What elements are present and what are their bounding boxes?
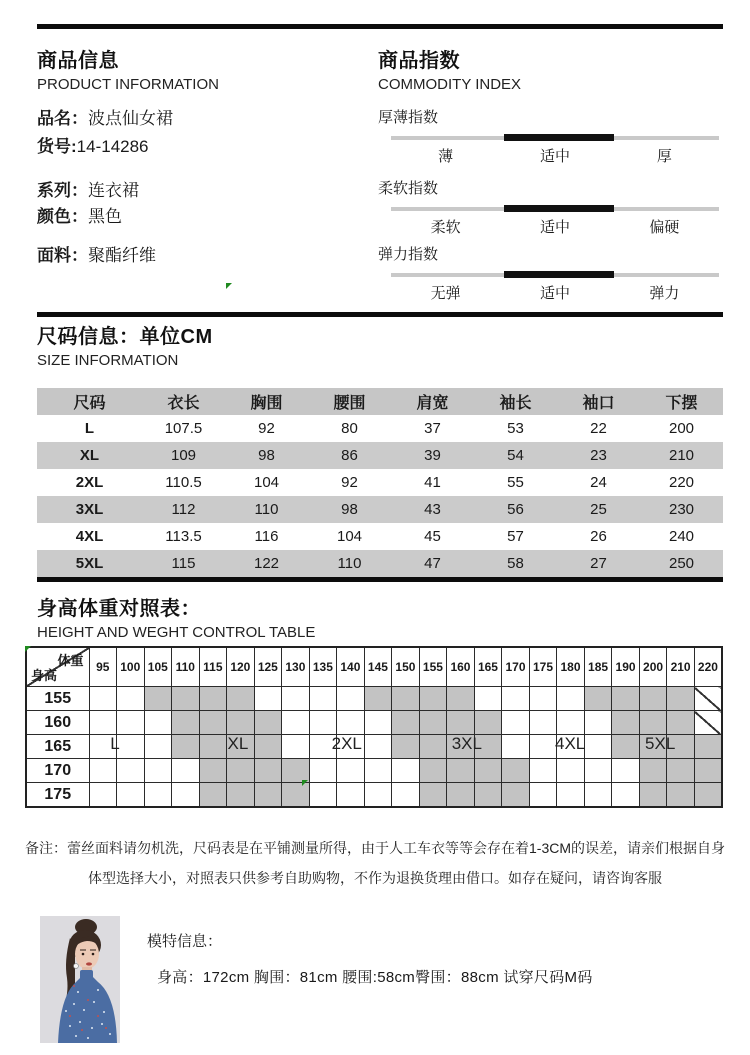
model-measurements: 身高：172cm 胸围：81cm 腰围:58cm臀围：88cm 试穿尺码M码 [157,969,593,986]
hw-cell [529,687,557,711]
height-weight-section [37,592,315,641]
product-fields [37,106,173,268]
size-cell: 220 [668,474,695,491]
hw-cell [282,759,310,783]
hw-row [26,687,722,711]
hw-cell [144,711,172,735]
hw-weight-header: 175 [529,647,557,687]
section-divider-top [37,24,723,29]
hw-cell [89,759,117,783]
hw-cell [199,735,227,759]
size-info-section [37,320,213,369]
hw-cell [144,783,172,808]
size-cell: 55 [507,474,524,491]
hw-cell [227,687,255,711]
hw-size-band-label: L [110,734,120,753]
hw-cell [502,711,530,735]
index-active-segment [504,271,614,278]
index-active-segment [504,134,614,141]
hw-cell [474,783,502,808]
size-col-header: 下摆 [640,388,723,415]
hw-size-band-label: 5XL [645,734,676,753]
field-value: 14-14286 [76,137,149,156]
cursor-artifact-icon [25,646,31,652]
size-cell: 39 [424,447,441,464]
index-levels [391,216,719,237]
index-active-segment [504,205,614,212]
size-cell: 22 [590,420,607,437]
index-block [378,177,724,237]
hw-cell [694,783,722,808]
size-row [37,442,723,469]
product-info-title: 商品信息 [37,50,119,72]
size-cell: L [84,420,95,437]
section-divider-size [37,312,723,317]
size-row [37,415,723,442]
size-cell: 37 [424,420,441,437]
size-cell: 2XL [75,474,104,491]
hw-cell [364,687,392,711]
field-label: 货号: [37,137,77,156]
size-cell: 200 [668,420,695,437]
hw-cell [392,783,420,808]
size-cell: 98 [341,501,358,518]
hw-weight-header: 100 [117,647,145,687]
size-cell: 57 [507,528,524,545]
size-cell: 80 [341,420,358,437]
hw-weight-header: 180 [557,647,585,687]
field-value: 聚酯纤维 [88,246,156,265]
hw-cell [694,687,722,711]
hw-cell [172,735,200,759]
hw-weight-header: 145 [364,647,392,687]
commodity-index-subtitle: COMMODITY INDEX [378,76,522,93]
hw-cell [364,735,392,759]
index-levels [391,145,719,166]
hw-cell [117,735,145,759]
hw-cell [172,711,200,735]
hw-cell [584,735,612,759]
field-label: 品名： [37,109,88,128]
hw-cell [639,759,667,783]
product-field [37,178,173,203]
hw-row [26,783,722,808]
hw-weight-header: 120 [227,647,255,687]
hw-height-header: 155 [26,687,89,711]
hw-cell [474,759,502,783]
field-label: 面料： [37,246,88,265]
hw-weight-header: 130 [282,647,310,687]
product-info-subtitle: PRODUCT INFORMATION [37,76,219,93]
hw-cell [199,687,227,711]
hw-row [26,711,722,735]
size-cell: 115 [171,555,196,572]
hw-cell [557,759,585,783]
hw-cell [172,759,200,783]
hw-cell [392,735,420,759]
cursor-artifact-icon [226,283,232,289]
hw-height-header: 175 [26,783,89,808]
hw-cell [254,711,282,735]
hw-cell [667,711,695,735]
size-cell: 3XL [75,501,104,518]
hw-cell [639,783,667,808]
size-cell: 4XL [75,528,104,545]
product-field [37,204,173,229]
size-cell: 24 [590,474,607,491]
size-cell: 104 [253,474,280,491]
size-col-header: 腰围 [308,388,391,415]
hw-cell [419,783,447,808]
hw-cell [639,687,667,711]
size-cell: 230 [668,501,695,518]
hw-cell [282,687,310,711]
hw-cell [557,783,585,808]
hw-cell [694,711,722,735]
index-level-label: 适中 [539,148,570,165]
hw-weight-header: 140 [337,647,365,687]
hw-cell [254,687,282,711]
size-cell: 113.5 [165,528,202,545]
hw-cell [639,711,667,735]
hw-cell [612,711,640,735]
size-cell: 27 [590,555,607,572]
hw-cell [282,783,310,808]
size-cell: 104 [336,528,363,545]
hw-cell [584,711,612,735]
index-level-label: 适中 [539,219,570,236]
hw-weight-header: 185 [584,647,612,687]
hw-cell [474,687,502,711]
index-block [378,106,724,166]
size-cell: 250 [668,555,695,572]
size-cell: 92 [341,474,358,491]
commodity-index-section [378,44,724,302]
size-cell: 47 [424,555,441,572]
hw-corner-cell [26,647,89,687]
hw-corner-height-label: 身高 [31,668,58,683]
hw-cell [557,687,585,711]
hw-cell [502,783,530,808]
hw-cell [667,759,695,783]
size-cell: 122 [253,555,280,572]
index-bar [391,271,719,279]
hw-row [26,735,722,759]
size-cell: 26 [590,528,607,545]
hw-cell [117,711,145,735]
hw-cell [117,687,145,711]
size-cell: 92 [258,420,275,437]
hw-cell [584,687,612,711]
hw-cell [392,711,420,735]
field-label: 系列： [37,181,88,200]
hw-size-band-label: 4XL [555,734,586,753]
hw-height-header: 160 [26,711,89,735]
index-level-label: 无弹 [430,285,461,302]
hw-cell [392,687,420,711]
product-field [37,134,173,159]
index-bar [391,134,719,142]
hw-weight-header: 150 [392,647,420,687]
size-cell: 56 [507,501,524,518]
size-cell: 86 [341,447,358,464]
section-divider-bottom-of-size-table [37,577,723,582]
size-col-header: 胸围 [225,388,308,415]
size-cell: 110 [337,555,362,572]
hw-row [26,759,722,783]
size-cell: 5XL [75,555,104,572]
size-cell: 58 [507,555,524,572]
hw-cell [502,735,530,759]
size-info-subtitle: SIZE INFORMATION [37,352,179,369]
hw-cell [502,759,530,783]
product-field [37,243,173,268]
hw-cell [419,711,447,735]
hw-weight-header: 200 [639,647,667,687]
remark-line-2: 体型选择大小，对照表只供参考自助购物，不作为退换货理由借口。如存在疑问，请咨询客服 [88,870,662,886]
hw-weight-header: 160 [447,647,475,687]
hw-cell [612,735,640,759]
size-cell: 41 [424,474,441,491]
hw-weight-header: 105 [144,647,172,687]
hw-cell [529,783,557,808]
index-level-label: 厚 [656,148,672,165]
hw-corner-weight-label: 体重 [57,653,84,668]
hw-cell [199,783,227,808]
hw-height-header: 165 [26,735,89,759]
hw-cell [117,783,145,808]
hw-cell [254,735,282,759]
height-weight-grid [25,646,723,808]
hw-cell [172,687,200,711]
hw-cell [117,759,145,783]
hw-cell [227,783,255,808]
index-levels [391,282,719,303]
index-level-label: 薄 [438,148,454,165]
hw-weight-header: 210 [667,647,695,687]
index-name: 厚薄指数 [378,109,439,126]
hw-cell [309,687,337,711]
hw-height-header: 170 [26,759,89,783]
field-value: 波点仙女裙 [88,109,173,128]
size-info-title: 尺码信息：单位CM [37,326,213,348]
hw-cell [254,759,282,783]
hw-cell [282,711,310,735]
cursor-artifact-icon [302,780,308,786]
size-cell: 112 [171,501,196,518]
size-cell: XL [79,447,100,464]
size-row [37,523,723,550]
hw-cell [612,759,640,783]
index-name: 柔软指数 [378,180,439,197]
hw-cell [447,783,475,808]
index-level-label: 柔软 [430,219,461,236]
index-name: 弹力指数 [378,246,439,263]
hw-cell [254,783,282,808]
hw-cell [419,735,447,759]
hw-cell [612,783,640,808]
size-col-header: 尺码 [37,388,142,415]
hw-weight-header: 155 [419,647,447,687]
hw-cell [529,759,557,783]
hw-cell [309,759,337,783]
index-block [378,243,724,303]
index-level-label: 适中 [539,285,570,302]
hw-cell [584,759,612,783]
hw-cell [612,687,640,711]
hw-cell [447,711,475,735]
field-value: 黑色 [88,207,122,226]
size-cell: 109 [170,447,197,464]
field-label: 颜色： [37,207,88,226]
product-field [37,106,173,131]
hw-cell [337,687,365,711]
product-info-section [37,44,367,284]
hw-cell [392,759,420,783]
size-cell: 53 [507,420,524,437]
size-row [37,496,723,523]
size-row [37,469,723,496]
hw-weight-header: 125 [254,647,282,687]
size-cell: 116 [254,528,279,545]
hw-cell [227,711,255,735]
size-cell: 45 [424,528,441,545]
size-col-header: 袖长 [474,388,557,415]
hw-cell [89,783,117,808]
hw-cell [447,687,475,711]
height-weight-title: 身高体重对照表： [37,598,201,620]
hw-cell [172,783,200,808]
size-cell: 23 [590,447,607,464]
hw-weight-header: 165 [474,647,502,687]
remark-note [25,833,725,893]
hw-cell [474,711,502,735]
size-cell: 54 [507,447,524,464]
hw-header-row [26,647,722,687]
hw-size-band-label: XL [227,734,249,753]
hw-cell [89,687,117,711]
size-col-header: 袖口 [557,388,640,415]
size-row [37,550,723,577]
commodity-index-title: 商品指数 [378,50,460,72]
size-cell: 110 [254,501,279,518]
size-cell: 110.5 [165,474,202,491]
hw-cell [144,687,172,711]
hw-weight-header: 220 [694,647,722,687]
hw-cell [557,711,585,735]
size-cell: 240 [668,528,695,545]
hw-cell [364,759,392,783]
size-col-header: 肩宽 [391,388,474,415]
index-bar [391,205,719,213]
field-value: 连衣裙 [88,181,139,200]
hw-cell [419,759,447,783]
hw-cell [667,687,695,711]
height-weight-table [25,646,723,808]
hw-cell [419,687,447,711]
hw-cell [502,687,530,711]
hw-weight-header: 170 [502,647,530,687]
hw-size-band-label: 3XL [451,734,482,753]
size-table [37,388,723,577]
hw-cell [364,711,392,735]
hw-cell [584,783,612,808]
hw-cell [144,759,172,783]
size-cell: 98 [258,447,275,464]
hw-cell [309,711,337,735]
hw-weight-header: 110 [172,647,200,687]
model-photo [40,916,120,1043]
hw-cell [694,735,722,759]
hw-cell [199,711,227,735]
hw-cell [309,783,337,808]
hw-weight-header: 135 [309,647,337,687]
size-cell: 43 [424,501,441,518]
hw-weight-header: 115 [199,647,227,687]
hw-cell [337,783,365,808]
size-cell: 210 [668,447,695,464]
hw-cell [282,735,310,759]
hw-cell [529,711,557,735]
hw-cell [364,783,392,808]
hw-weight-header: 95 [89,647,117,687]
hw-size-band-label: 2XL [331,734,362,753]
size-cell: 25 [590,501,607,518]
remark-line-1: 备注：蕾丝面料请勿机洗，尺码表是在平铺测量所得，由于人工车衣等等会存在着1-3CM的误差，请亲们根据自身 [25,840,726,856]
height-weight-subtitle: HEIGHT AND WEGHT CONTROL TABLE [37,624,316,641]
size-header-row [37,388,723,415]
index-level-label: 偏硬 [649,219,680,236]
hw-cell [667,783,695,808]
hw-cell [227,759,255,783]
size-cell: 107.5 [164,420,203,437]
hw-cell [144,735,172,759]
index-level-label: 弹力 [649,285,680,302]
hw-cell [89,711,117,735]
model-info-title: 模特信息： [147,933,223,950]
hw-cell [337,711,365,735]
hw-cell [694,759,722,783]
size-col-header: 衣长 [142,388,225,415]
hw-cell [447,759,475,783]
model-portrait-illustration [40,916,120,1043]
hw-cell [529,735,557,759]
hw-cell [337,759,365,783]
hw-weight-header: 190 [612,647,640,687]
hw-cell [199,759,227,783]
